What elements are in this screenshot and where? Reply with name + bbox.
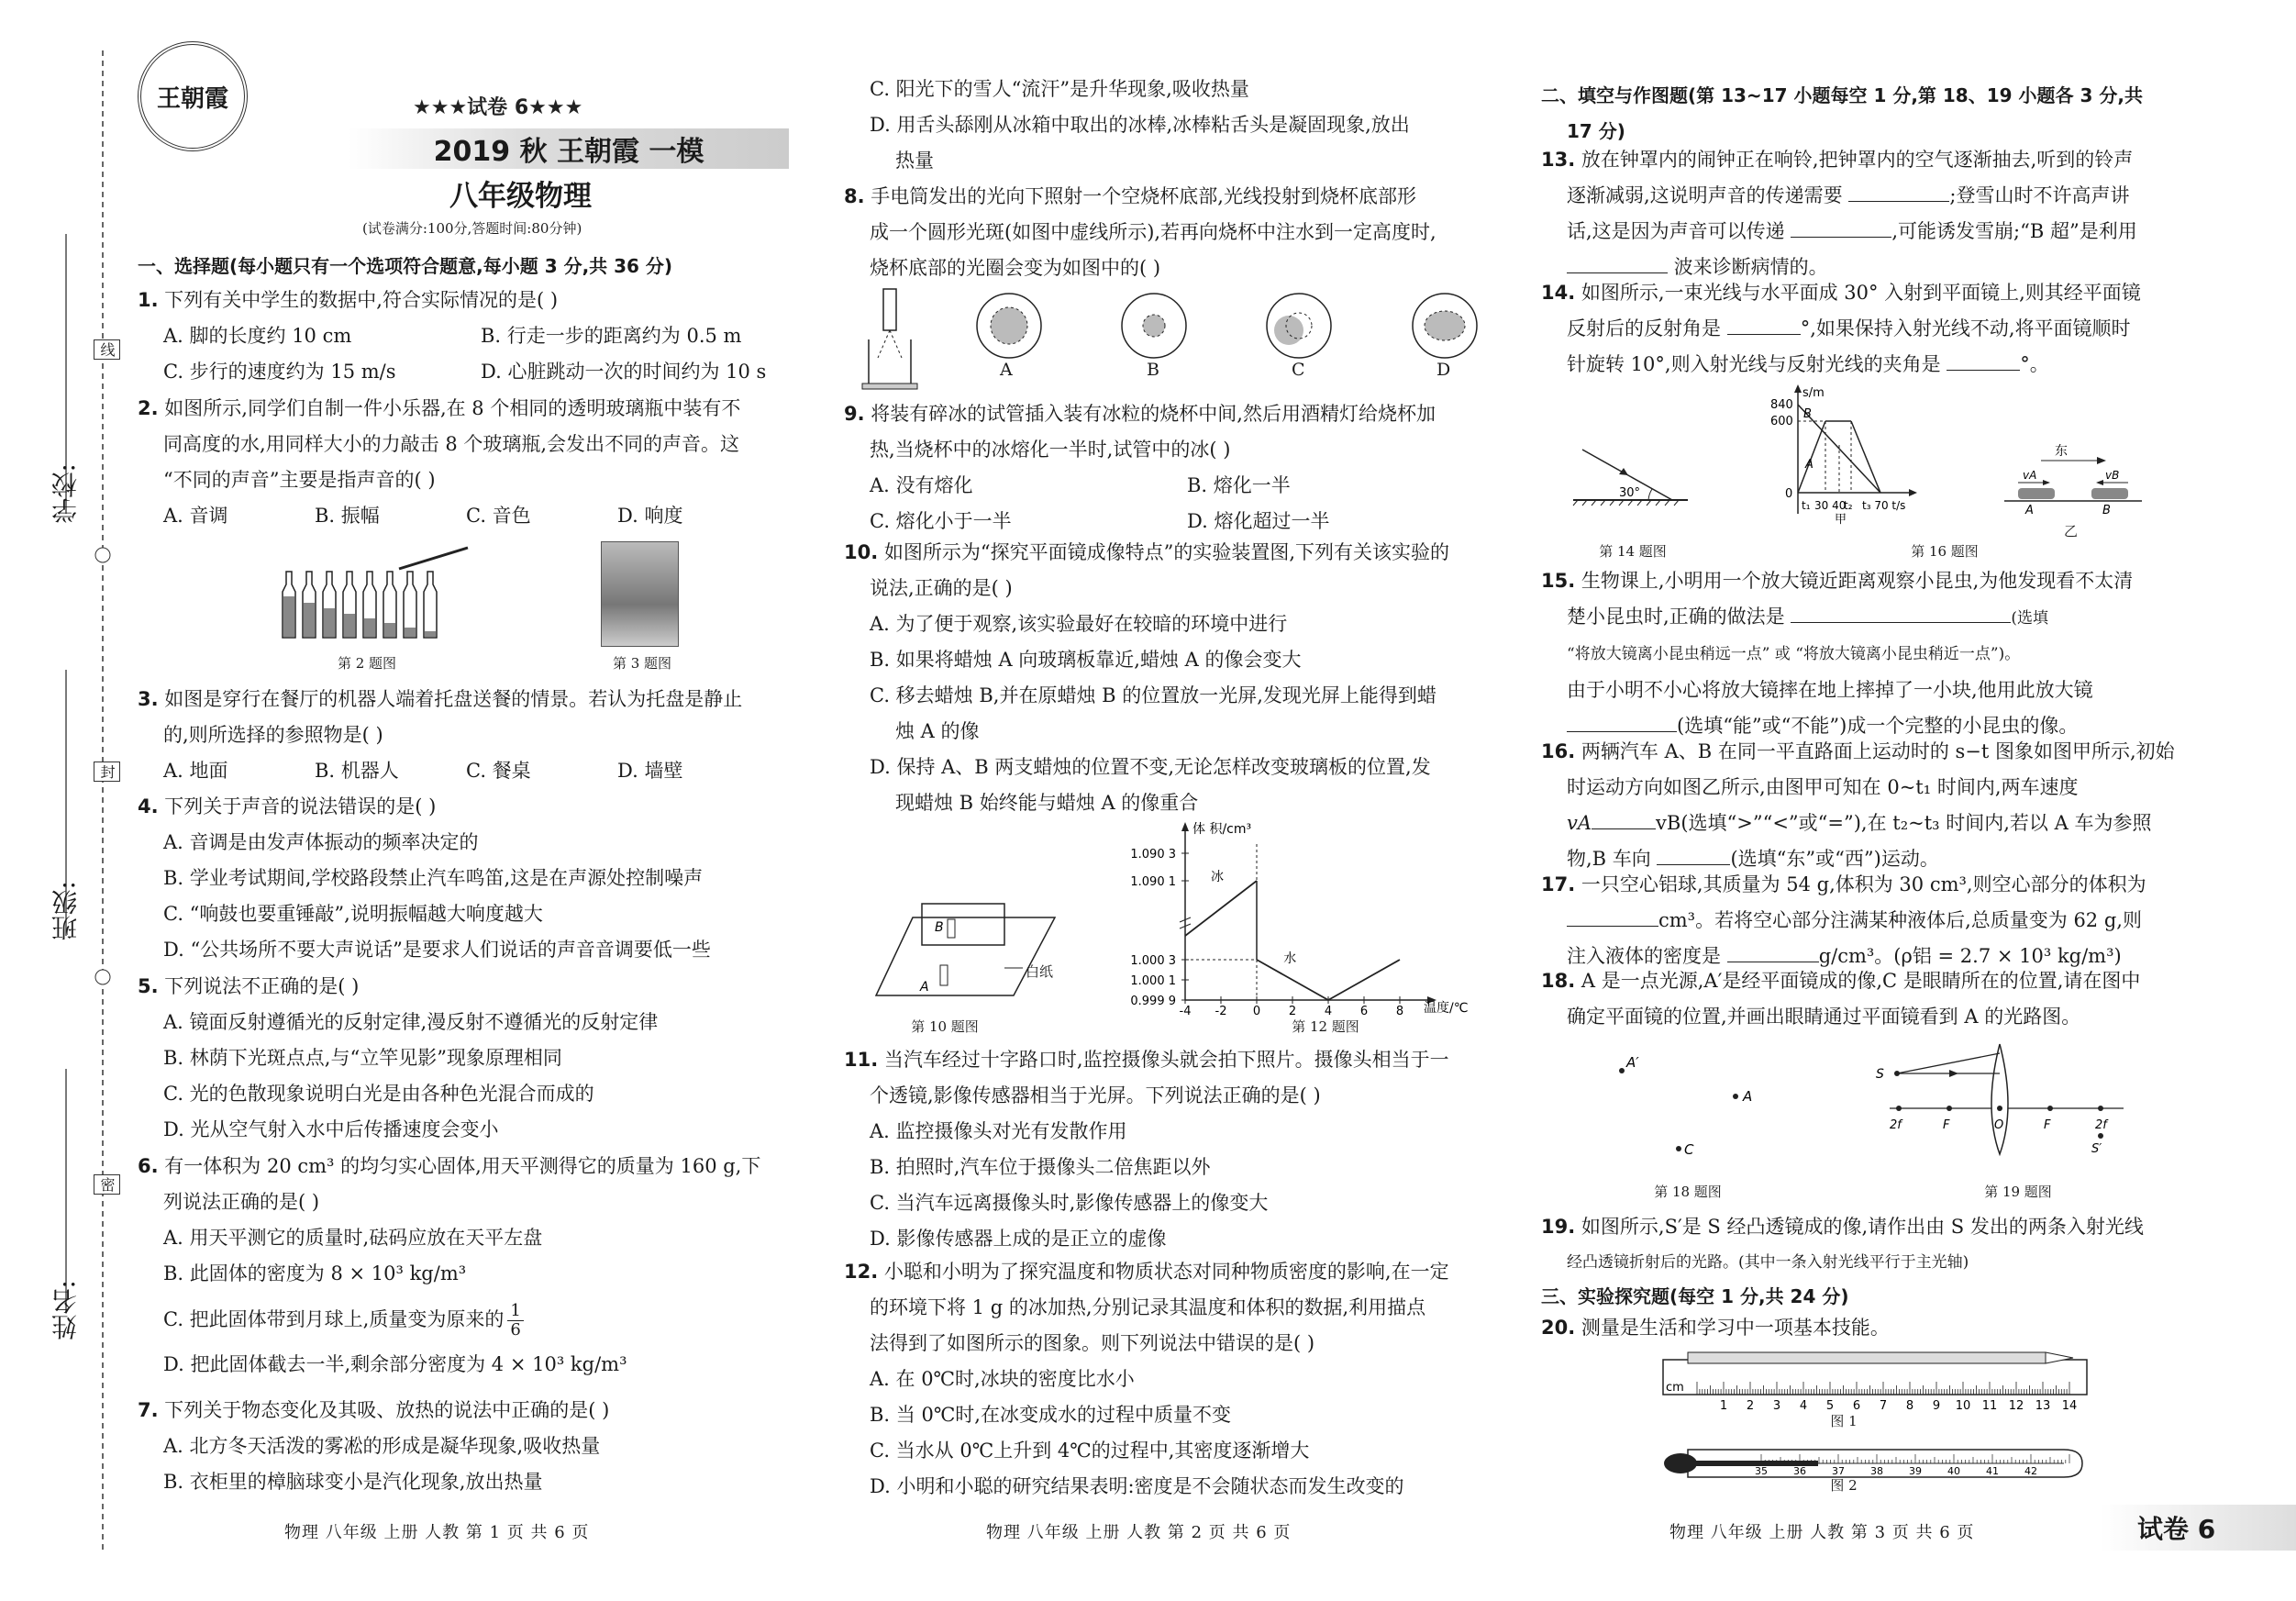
fig14-caption: 第 14 题图: [1599, 543, 1667, 560]
series-water-label: 水: [1283, 951, 1297, 966]
q5-option-d[interactable]: D. 光从空气射入水中后传播速度会变小: [163, 1118, 499, 1140]
thermo-number: 35: [1755, 1465, 1768, 1477]
class-label: 班级:: [50, 881, 81, 941]
ruler-unit: cm: [1666, 1381, 1684, 1395]
lens-s-prime-label: S′: [2091, 1142, 2102, 1156]
section-3-heading: 三、实验探究题(每空 1 分,共 24 分): [1541, 1285, 1849, 1307]
st-ylabel: s/m: [1802, 386, 1825, 400]
question-3: 3. 如图是穿行在餐厅的机器人端着托盘送餐的情景。若认为托盘是静止 的,则所选择的参照物是( ) A. 地面 B. 机器人 C. 餐桌 D. 墙壁: [138, 682, 798, 789]
q10-option-b[interactable]: B. 如果将蜡烛 A 向玻璃板靠近,蜡烛 A 的像会变大: [870, 649, 1302, 671]
question-9: 9. 将装有碎冰的试管插入装有冰粒的烧杯中间,然后用酒精灯给烧杯加 热,当烧杯中的冰熔化一半时,试管中的冰( ) A. 没有熔化 B. 熔化一半 C. 熔化小于一半 D. 熔化超过一半: [844, 396, 1504, 539]
thermo-number: 36: [1793, 1465, 1806, 1477]
seal-mark-line: 线: [94, 339, 120, 360]
q10-option-c[interactable]: C. 移去蜡烛 B,并在原蜡烛 B 的位置放一光屏,发现光屏上能得到蜡: [870, 684, 1436, 706]
white-paper-label: 白纸: [1026, 963, 1054, 980]
graph-jia-label: 甲: [1835, 513, 1847, 527]
ruler-number: 10: [1955, 1399, 1971, 1413]
svg-text:t₁: t₁: [1802, 499, 1811, 512]
ruler-number: 13: [2035, 1399, 2051, 1413]
title-banner: [349, 128, 789, 169]
fig2-caption: 第 2 题图: [337, 655, 397, 672]
chart-ylabel: 体 积/cm³: [1192, 822, 1252, 837]
q9-option-c[interactable]: C. 熔化小于一半: [870, 510, 1012, 532]
q3-option-b[interactable]: B. 机器人: [315, 760, 399, 782]
thermo-number: 39: [1909, 1465, 1922, 1477]
cars-yi-label: 乙: [2064, 523, 2079, 539]
thermo-number: 41: [1986, 1465, 1999, 1477]
svg-text:30 40: 30 40: [1814, 499, 1847, 512]
svg-text:B: B: [1803, 407, 1812, 421]
mirror-30deg-figure: [1573, 436, 1692, 509]
name-label: 姓名:: [50, 1280, 81, 1340]
q1-option-d[interactable]: D. 心脏跳动一次的时间约为 10 s: [481, 361, 767, 383]
q4-option-a[interactable]: A. 音调是由发声体振动的频率决定的: [163, 831, 479, 853]
lens-o-label: O: [1994, 1118, 2004, 1132]
q8-option-a[interactable]: A: [1000, 360, 1013, 380]
svg-text:B: B: [2102, 504, 2111, 517]
seal-mark-seal: 封: [94, 762, 120, 782]
q2-option-d[interactable]: D. 响度: [617, 505, 683, 527]
svg-text:600: 600: [1770, 415, 1793, 428]
thermo-number: 40: [1947, 1465, 1960, 1477]
q7-option-d[interactable]: D. 用舌头舔刚从冰箱中取出的冰棒,冰棒粘舌头是凝固现象,放出: [870, 114, 1410, 136]
svg-text:A: A: [2025, 504, 2034, 517]
q8-option-d[interactable]: D: [1436, 360, 1451, 380]
q13-blank-2[interactable]: [1791, 219, 1891, 238]
bottles-figure: [275, 546, 459, 647]
ruler-number: 8: [1905, 1399, 1914, 1413]
q11-option-c[interactable]: C. 当汽车远离摄像头时,影像传感器上的像变大: [870, 1192, 1269, 1214]
question-16: 16. 两辆汽车 A、B 在同一平直路面上运动时的 s−t 图象如图甲所示,初始 时运动方向如图乙所示,由图甲可知在 0~t₁ 时间内,两车速度 vA vB(选填“>”“<”或“=”),在 t₂~t₃ 时间内,若以 A 车为参照 物,B 车向 (选填“东”或“西”)运动。: [1541, 740, 2175, 870]
series-ice-label: 冰: [1211, 870, 1224, 884]
fig18-caption: 第 18 题图: [1654, 1184, 1722, 1200]
ruler-number: 14: [2061, 1399, 2078, 1413]
ruler-number: 1: [1719, 1399, 1728, 1413]
q11-option-a[interactable]: A. 监控摄像头对光有发散作用: [870, 1120, 1127, 1142]
q6-option-d[interactable]: D. 把此固体截去一半,剩余部分密度为 4 × 10³ kg/m³: [163, 1353, 627, 1375]
question-5: 5. 下列说法不正确的是( ) A. 镜面反射遵循光的反射定律,漫反射不遵循光的反射定律 B. 林荫下光斑点点,与“立竿见影”现象原理相同 C. 光的色散现象说明白光是由各种色光混合而成的 D. 光从空气射入水中后传播速度会变小: [138, 969, 798, 1148]
q13-blank-1[interactable]: [1848, 183, 1949, 202]
point-a: A: [1743, 1088, 1753, 1105]
binding-strip: [0, 0, 119, 1597]
question-6: 6. 有一体积为 20 cm³ 的均匀实心固体,用天平测得它的质量为 160 g,下 列说法正确的是( ) A. 用天平测它的质量时,砝码应放在天平左盘 B. 此固体的密度为 8 × 10³ kg/m³ C. 把此固体带到月球上,质量变为原来的 $\frac{1}{6}$ D. 把此固体截去一半,剩余部分密度为 4 × 10³ kg/m³: [138, 1149, 798, 1383]
q4-option-b[interactable]: B. 学业考试期间,学校路段禁止汽车鸣笛,这是在声源处控制噪声: [163, 867, 704, 889]
q2-option-c[interactable]: C. 音色: [466, 505, 531, 527]
q16-blank-2[interactable]: [1657, 847, 1730, 865]
series-water-line: [1257, 960, 1400, 1000]
thermo-number: 42: [2024, 1465, 2037, 1477]
footer-page-3: 物理 八年级 上册 人教 第 3 页 共 6 页: [1669, 1523, 1975, 1542]
thermo-number: 38: [1870, 1465, 1883, 1477]
q1-option-c[interactable]: C. 步行的速度约为 15 m/s: [163, 361, 396, 383]
question-2: 2. 如图所示,同学们自制一件小乐器,在 8 个相同的透明玻璃瓶中装有不 同高度的水,用同样大小的力敲击 8 个玻璃瓶,会发出不同的声音。这 “不同的声音”主要是指声音的( ) A. 音调 B. 振幅 C. 音色 D. 响度: [138, 391, 798, 534]
q11-option-d[interactable]: D. 影像传感器上成的是正立的虚像: [870, 1228, 1167, 1250]
fig3-caption: 第 3 题图: [612, 655, 672, 672]
point-c: C: [1684, 1141, 1694, 1158]
fig10-caption: 第 10 题图: [911, 1018, 979, 1035]
fig20-1-caption: 图 1: [1830, 1413, 1858, 1429]
cars-figure: [2000, 440, 2146, 517]
subject-title: 八年级物理: [449, 180, 592, 213]
lens-2f-right: 2f: [2095, 1118, 2107, 1132]
q17-blank-2[interactable]: [1727, 944, 1819, 962]
q2-option-b[interactable]: B. 振幅: [315, 505, 380, 527]
convex-lens-figure: [1871, 1037, 2128, 1156]
question-18: 18. A 是一点光源,A′是经平面镜成的像,C 是眼睛所在的位置,请在图中 确定平面镜的位置,并画出眼睛通过平面镜看到 A 的光路图。: [1541, 970, 2141, 1028]
question-11: 11. 当汽车经过十字路口时,监控摄像头就会拍下照片。摄像头相当于一 个透镜,影像传感器相当于光屏。下列说法正确的是( ) A. 监控摄像头对光有发散作用 B. 拍照时,汽车位于摄像头二倍焦距以外 C. 当汽车远离摄像头时,影像传感器上的像变大 D. 影像传感器上成的是正立的虚像: [844, 1042, 1504, 1257]
q11-option-b[interactable]: B. 拍照时,汽车位于摄像头二倍焦距以外: [870, 1156, 1211, 1178]
binding-lines: [0, 0, 119, 1597]
school-label: 学校:: [50, 463, 81, 524]
x-tick-label-2: 0: [1252, 1005, 1261, 1018]
q4-option-d[interactable]: D. “公共场所不要大声说话”是要求人们说话的声音音调要低一些: [163, 939, 711, 961]
x-tick-label-4: 4: [1324, 1005, 1333, 1018]
q6-option-c[interactable]: C. 把此固体带到月球上,质量变为原来的 $\frac{1}{6}$: [138, 1292, 798, 1347]
east-label: 东: [2055, 444, 2068, 459]
point-source-figure: [1596, 1046, 1761, 1174]
question-20: 20. 测量是生活和学习中一项基本技能。: [1541, 1317, 1890, 1339]
ruler-number: 6: [1852, 1399, 1861, 1413]
q6-option-b[interactable]: B. 此固体的密度为 8 × 10³ kg/m³: [163, 1262, 467, 1284]
svg-text:B: B: [935, 920, 944, 935]
ruler-number: 5: [1825, 1399, 1835, 1413]
thermo-number: 37: [1832, 1465, 1845, 1477]
ruler-number: 7: [1879, 1399, 1888, 1413]
x-tick-label-0: -4: [1179, 1005, 1192, 1018]
q15-blank-2[interactable]: [1567, 714, 1677, 732]
series-ice-line: [1185, 881, 1257, 936]
q12-option-a[interactable]: A. 在 0℃时,冰块的密度比水小: [870, 1368, 1135, 1390]
flashlight-option-d: [1408, 294, 1481, 367]
y-tick-label-1: 1.000 1: [1130, 974, 1176, 988]
ruler-number: 2: [1746, 1399, 1755, 1413]
q8-option-c[interactable]: C: [1292, 360, 1305, 380]
paper-tag: 试卷 6: [2101, 1505, 2296, 1551]
fig16-caption: 第 16 题图: [1911, 543, 1979, 560]
question-7: 7. 下列关于物态变化及其吸、放热的说法中正确的是( ) A. 北方冬天活泼的雾凇的形成是凝华现象,吸收热量 B. 衣柜里的樟脑球变小是汽化现象,放出热量: [138, 1393, 798, 1500]
lens-2f-left: 2f: [1890, 1118, 1902, 1132]
svg-text:840: 840: [1770, 398, 1793, 412]
ruler-number: 9: [1932, 1399, 1941, 1413]
svg-text:A: A: [920, 980, 929, 995]
question-19: 19. 如图所示,S′是 S 经凸透镜成的像,请作出由 S 发出的两条入射光线 经凸透镜折射后的光路。(其中一条入射光线平行于主光轴): [1541, 1216, 2144, 1272]
q14-blank-2[interactable]: [1947, 352, 2020, 371]
q3-option-a[interactable]: A. 地面: [163, 760, 228, 782]
lens-s-label: S: [1876, 1067, 1884, 1082]
q2-option-a[interactable]: A. 音调: [163, 505, 228, 527]
question-13: 13. 放在钟罩内的闹钟正在响铃,把钟罩内的空气逐渐抽去,听到的铃声 逐渐减弱,这说明声音的传递需要 ;登雪山时不许高声讲 话,这是因为声音可以传递 ,可能诱发雪崩;“B 超”是利用 波来诊断病情的。: [1541, 149, 2137, 278]
y-tick-label-2: 1.000 3: [1130, 954, 1176, 968]
q5-option-a[interactable]: A. 镜面反射遵循光的反射定律,漫反射不遵循光的反射定律: [163, 1011, 659, 1033]
mirror-setup-figure: [876, 899, 1059, 1005]
thermometer-figure: [1660, 1440, 2091, 1486]
svg-text:vA: vA: [2023, 469, 2037, 482]
q3-option-d[interactable]: D. 墙壁: [617, 760, 683, 782]
ruler-figure: [1660, 1349, 2091, 1413]
question-8: 8. 手电筒发出的光向下照射一个空烧杯底部,光线投射到烧杯底部形 成一个圆形光斑(如图中虚线所示),若再向烧杯中注水到一定高度时, 烧杯底部的光圈会变为如图中的( ): [844, 185, 1436, 279]
q9-option-d[interactable]: D. 熔化超过一半: [1187, 510, 1330, 532]
fig19-caption: 第 19 题图: [1984, 1184, 2052, 1200]
q12-option-b[interactable]: B. 当 0℃时,在冰变成水的过程中质量不变: [870, 1404, 1231, 1426]
question-14: 14. 如图所示,一束光线与水平面成 30° 入射到平面镜上,则其经平面镜 反射后的反射角是 °,如果保持入射光线不动,将平面镜顺时 针旋转 10°,则入射光线与反射光线的夹角是 °。: [1541, 282, 2141, 375]
question-12: 12. 小聪和小明为了探究温度和物质状态对同种物质密度的影响,在一定 的环境下将 1 g 的冰加热,分别记录其温度和体积的数据,利用描点 法得到了如图所示的图象。则下列说法中错误的是( ) A. 在 0℃时,冰块的密度比水小 B. 当 0℃时,在冰变成水的过程中质量不变 C. 当水从 0℃上升到 4℃的过程中,其密度逐渐增大 D. 小明和小聪的研究结果表明:密度是不会随状态而发生改变的: [844, 1254, 1504, 1505]
ruler-number: 3: [1772, 1399, 1781, 1413]
question-1: 1. 下列有关中学生的数据中,符合实际情况的是( ) A. 脚的长度约 10 cm B. 行走一步的距离约为 0.5 m C. 步行的速度约为 15 m/s D. 心脏跳动一次的时间约为 10 s: [138, 283, 798, 390]
svg-text:A: A: [1805, 458, 1814, 472]
point-a-prime: A′: [1626, 1054, 1639, 1071]
brand-logo: 王朝霞: [138, 41, 248, 151]
x-tick-label-3: 2: [1288, 1005, 1297, 1018]
q10-option-a[interactable]: A. 为了便于观察,该实验最好在较暗的环境中进行: [870, 613, 1288, 635]
section-1-heading: 一、选择题(每小题只有一个选项符合题意,每小题 3 分,共 36 分): [138, 255, 673, 277]
paper-number: ★★★试卷 6★★★: [413, 96, 583, 119]
q7-option-c[interactable]: C. 阳光下的雪人“流汗”是升华现象,吸收热量: [870, 78, 1249, 100]
q17-blank-1[interactable]: [1567, 908, 1658, 927]
x-tick-label-6: 8: [1395, 1005, 1404, 1018]
q4-option-c[interactable]: C. “响鼓也要重锤敲”,说明振幅越大响度越大: [163, 903, 543, 925]
svg-text:vB: vB: [2105, 469, 2120, 482]
question-17: 17. 一只空心铝球,其质量为 54 g,体积为 30 cm³,则空心部分的体积为 cm³。若将空心部分注满某种液体后,总质量变为 62 g,则 注入液体的密度是 g/cm³。(ρ铝 = 2.7 × 10³ kg/m³): [1541, 873, 2146, 967]
svg-text:t₂: t₂: [1844, 499, 1853, 512]
q1-option-b[interactable]: B. 行走一步的距离约为 0.5 m: [481, 325, 742, 347]
density-chart: [1092, 817, 1495, 1018]
q6-option-a[interactable]: A. 用天平测它的质量时,砝码应放在天平左盘: [163, 1227, 543, 1249]
q14-blank-1[interactable]: [1727, 317, 1801, 335]
question-4: 4. 下列关于声音的说法错误的是( ) A. 音调是由发声体振动的频率决定的 B. 学业考试期间,学校路段禁止汽车鸣笛,这是在声源处控制噪声 C. “响鼓也要重锤敲”,说明振幅越大响度越大 D. “公共场所不要大声说话”是要求人们说话的声音音调要低一些: [138, 789, 798, 968]
q5-option-b[interactable]: B. 林荫下光斑点点,与“立竿见影”现象原理相同: [163, 1047, 562, 1069]
question-7-continued: C. 阳光下的雪人“流汗”是升华现象,吸收热量 D. 用舌头舔刚从冰箱中取出的冰棒,冰棒粘舌头是凝固现象,放出 热量: [844, 72, 1504, 179]
lens-f-left: F: [1943, 1118, 1950, 1132]
q16-blank-1[interactable]: [1592, 811, 1656, 829]
q3-option-c[interactable]: C. 餐桌: [466, 760, 531, 782]
chart-xlabel: 温度/℃: [1424, 1001, 1469, 1016]
q7-option-a[interactable]: A. 北方冬天活泼的雾凇的形成是凝华现象,吸收热量: [163, 1435, 601, 1457]
x-tick-label-5: 6: [1359, 1005, 1369, 1018]
robot-waiter-photo: [601, 541, 679, 647]
section-2-heading: 二、填空与作图题(第 13~17 小题每空 1 分,第 18、19 小题各 3 分,共 17 分): [1541, 84, 2143, 142]
y-tick-label-3: 1.090 1: [1130, 875, 1176, 889]
exam-title: 2019 秋 王朝霞 一模: [433, 136, 704, 168]
q10-option-d[interactable]: D. 保持 A、B 两支蜡烛的位置不变,无论怎样改变玻璃板的位置,发: [870, 756, 1431, 778]
question-15: 15. 生物课上,小明用一个放大镜近距离观察小昆虫,为他发现看不太清 楚小昆虫时,正确的做法是 (选填 “将放大镜离小昆虫稍远一点” 或 “将放大镜离小昆虫稍近一点”)。 由于小明不小心将放大镜摔在地上摔掉了一小块,他用此放大镜 (选填“能”或“不能”)成一个完整的小昆虫的像。: [1541, 570, 2134, 737]
fig12-caption: 第 12 题图: [1292, 1018, 1359, 1035]
ruler-number: 12: [2008, 1399, 2024, 1413]
svg-text:0: 0: [1785, 487, 1793, 501]
lens-f-right: F: [2044, 1118, 2051, 1132]
question-10: 10. 如图所示为“探究平面镜成像特点”的实验装置图,下列有关该实验的 说法,正确的是( ) A. 为了便于观察,该实验最好在较暗的环境中进行 B. 如果将蜡烛 A 向玻璃板靠近,蜡烛 A 的像会变大 C. 移去蜡烛 B,并在原蜡烛 B 的位置放一光屏,发现光屏上能得到蜡 烛 A 的像 D. 保持 A、B 两支蜡烛的位置不变,无论怎样改变玻璃板的位置,发 现蜡烛 B 始终能与蜡烛 A 的像重合: [844, 535, 1504, 821]
angle-30-label: 30°: [1619, 486, 1641, 500]
q15-blank-1[interactable]: [1791, 605, 2011, 623]
y-tick-label-4: 1.090 3: [1130, 848, 1176, 862]
q5-option-c[interactable]: C. 光的色散现象说明白光是由各种色光混合而成的: [163, 1083, 594, 1105]
q12-option-c[interactable]: C. 当水从 0℃上升到 4℃的过程中,其密度逐渐增大: [870, 1440, 1310, 1462]
svg-text:t₃ 70 t/s: t₃ 70 t/s: [1862, 499, 1906, 512]
x-tick-label-1: -2: [1215, 1005, 1227, 1018]
fig20-2-caption: 图 2: [1830, 1477, 1858, 1494]
exam-note: (试卷满分:100分,答题时间:80分钟): [362, 220, 582, 237]
y-tick-label-0: 0.999 9: [1130, 995, 1176, 1008]
ruler-number: 4: [1799, 1399, 1808, 1413]
st-graph-figure: [1734, 381, 1917, 527]
q12-option-d[interactable]: D. 小明和小聪的研究结果表明:密度是不会随状态而发生改变的: [870, 1475, 1404, 1497]
seal-mark-dense: 密: [94, 1174, 120, 1195]
q9-option-a[interactable]: A. 没有熔化: [870, 474, 973, 496]
footer-page-1: 物理 八年级 上册 人教 第 1 页 共 6 页: [284, 1523, 590, 1542]
q8-option-b[interactable]: B: [1147, 360, 1159, 380]
q9-option-b[interactable]: B. 熔化一半: [1187, 474, 1291, 496]
q13-blank-3[interactable]: [1567, 255, 1668, 273]
q7-option-b[interactable]: B. 衣柜里的樟脑球变小是汽化现象,放出热量: [163, 1471, 543, 1493]
footer-page-2: 物理 八年级 上册 人教 第 2 页 共 6 页: [986, 1523, 1292, 1542]
q1-option-a[interactable]: A. 脚的长度约 10 cm: [163, 325, 352, 347]
ruler-number: 11: [1981, 1399, 1998, 1413]
